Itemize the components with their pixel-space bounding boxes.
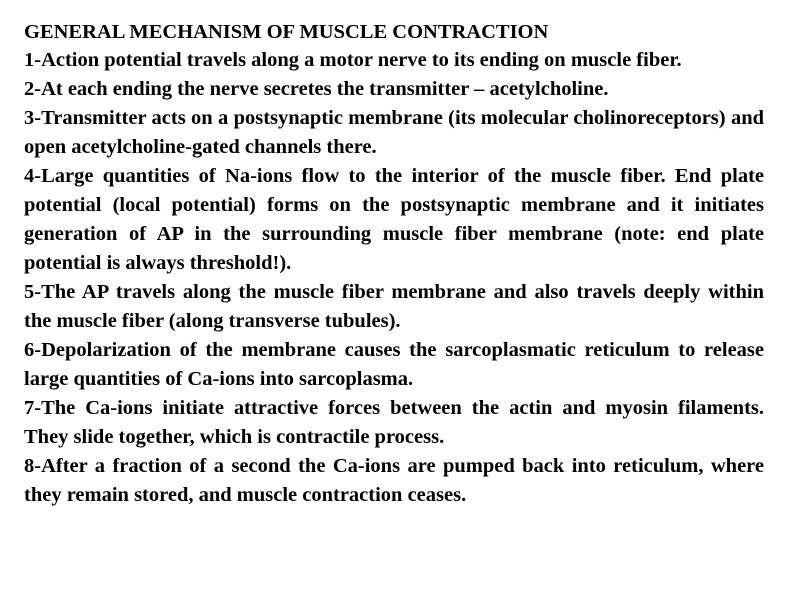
step-2-text: 2-At each ending the nerve secretes the transmitter – acetylcholine.: [24, 78, 609, 100]
page-title: GENERAL MECHANISM OF MUSCLE CONTRACTION: [24, 21, 549, 43]
step-5-text: 5-The AP travels along the muscle fiber membrane and also travels deeply within the muscle fiber (along transverse tubules).: [24, 281, 764, 332]
step-4-text: 4-Large quantities of Na-ions flow to the interior of the muscle fiber. End plate potential (local potential) forms on the postsynaptic membrane and it initiates generation of AP in the surrounding muscle fiber membrane (note: end plate potential is always threshold!).: [24, 165, 764, 274]
step-1-text: 1-Action potential travels along a motor nerve to its ending on muscle fiber.: [24, 49, 682, 71]
slide-content: [24, 18, 764, 510]
step-3-text: 3-Transmitter acts on a postsynaptic membrane (its molecular cholinoreceptors) and open acetylcholine-gated channels there.: [24, 107, 764, 158]
step-6-text: 6-Depolarization of the membrane causes the sarcoplasmatic reticulum to release large quantities of Ca-ions into sarcoplasma.: [24, 339, 764, 390]
step-8-text: 8-After a fraction of a second the Ca-ions are pumped back into reticulum, where they remain stored, and muscle contraction ceases.: [24, 455, 764, 506]
step-7-text: 7-The Ca-ions initiate attractive forces between the actin and myosin filaments. They slide together, which is contractile process.: [24, 397, 764, 448]
